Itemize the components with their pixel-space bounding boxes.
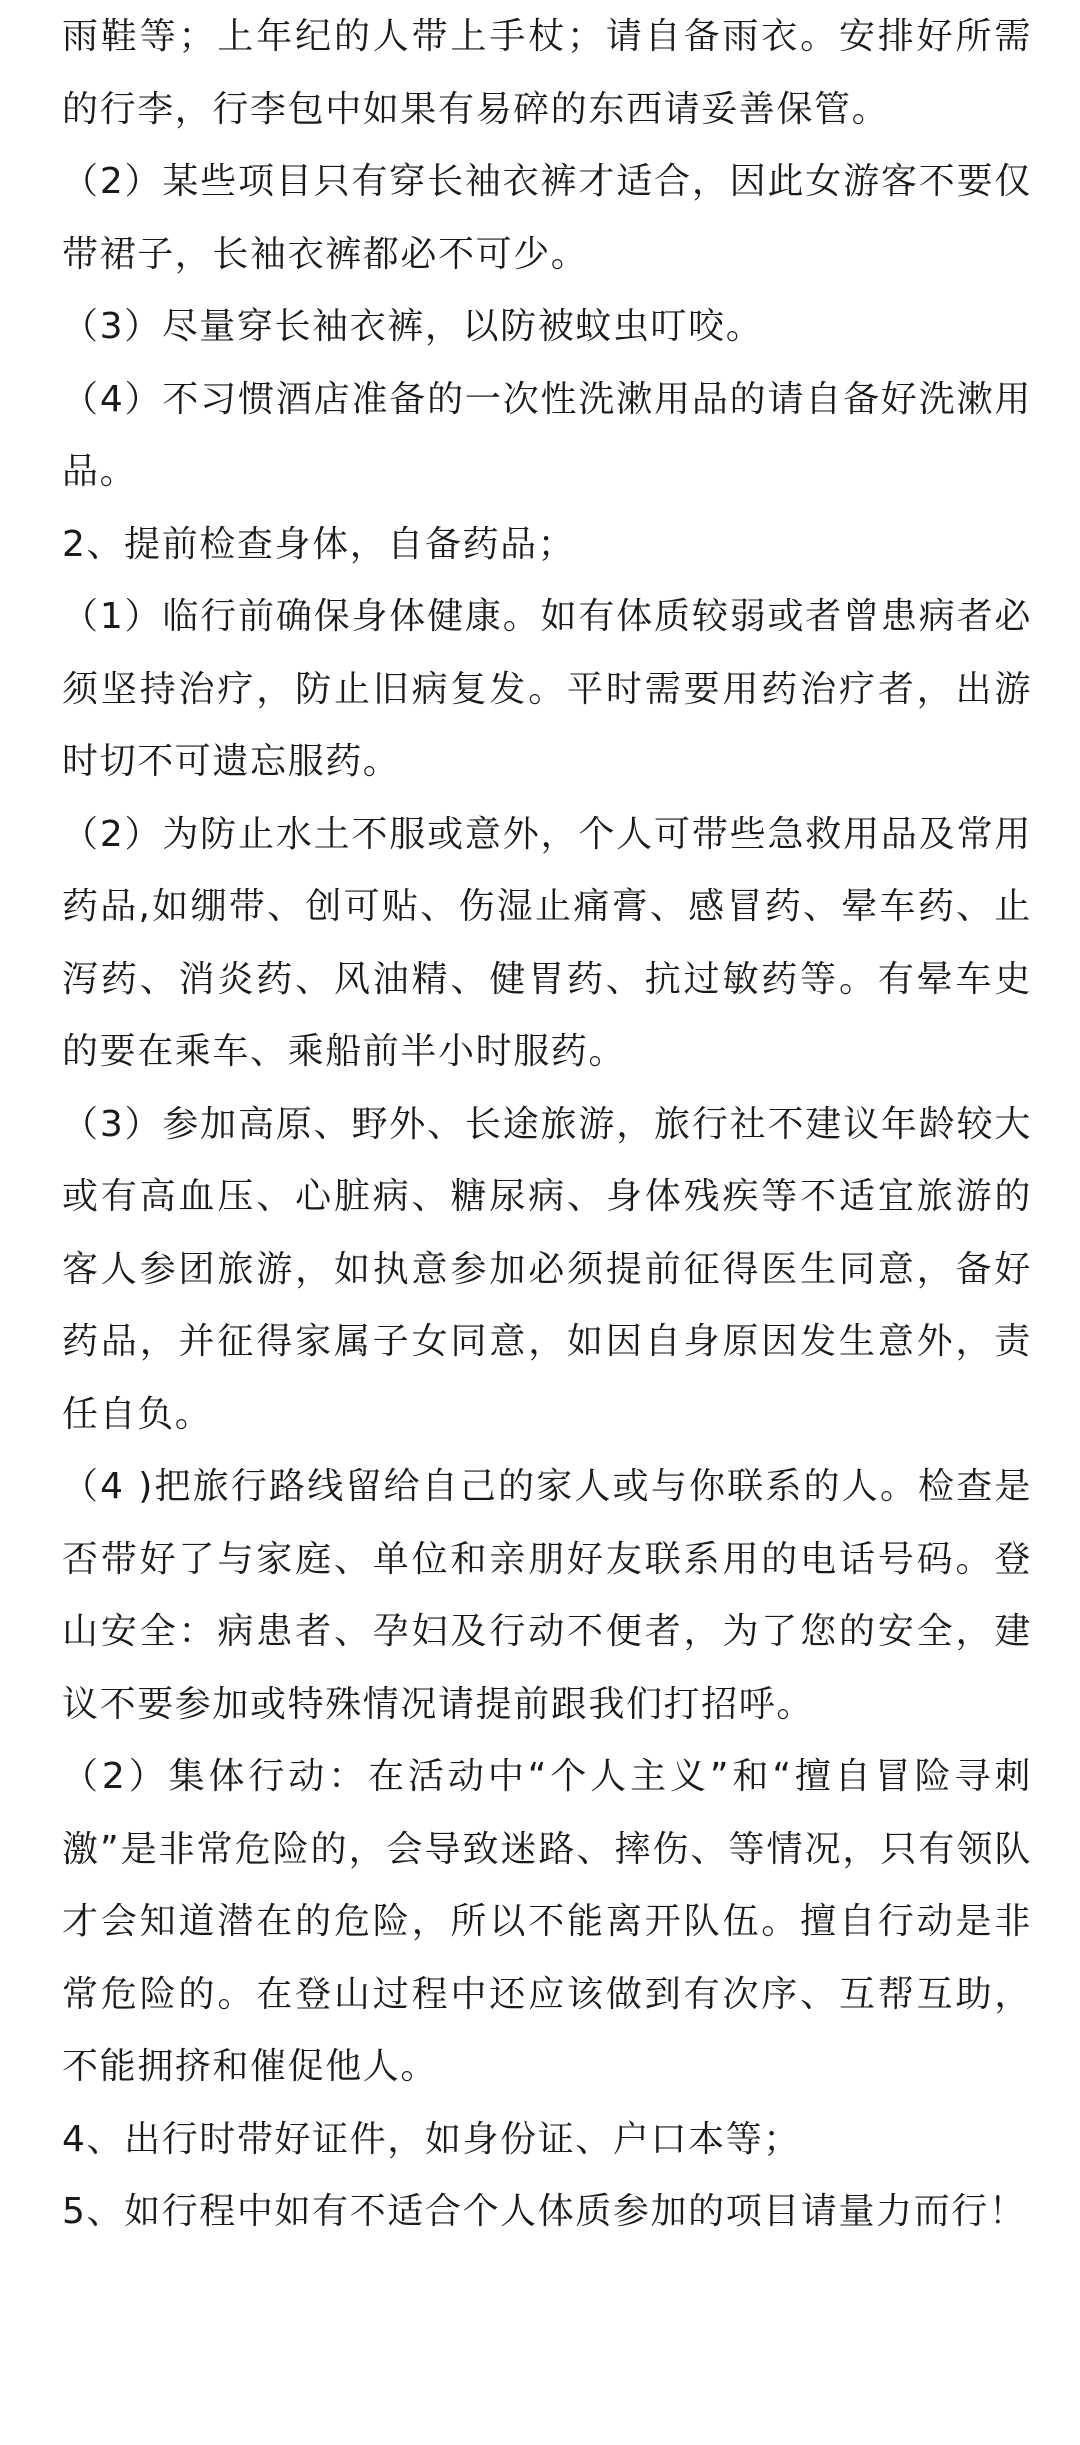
- paragraph-long-sleeves: （2）某些项目只有穿长袖衣裤才适合，因此女游客不要仅带裙子，长袖衣裤都必不可少。: [62, 161, 1032, 275]
- paragraph-plateau: （3）参加高原、野外、长途旅游，旅行社不建议年龄较大或有高血压、心脏病、糖尿病、身体残疾等不适宜旅游的客人参团旅游，如执意参加必须提前征得医生同意，备好药品，并征得家属子女同意，如因自身原因发生意外，责任自负。: [62, 1103, 1032, 1435]
- paragraph-route-safety: （4 )把旅行路线留给自己的家人或与你联系的人。检查是否带好了与家庭、单位和亲朋好友联系用的电话号码。登山安全：病患者、孕妇及行动不便者，为了您的安全，建议不要参加或特殊情况请提前跟我们打招呼。: [62, 1466, 1032, 1725]
- paragraph-health: （1）临行前确保身体健康。如有体质较弱或者曾患病者必须坚持治疗，防止旧病复发。平时需要用药治疗者，出游时切不可遗忘服药。: [62, 596, 1032, 782]
- paragraph-medicine: （2）为防止水土不服或意外，个人可带些急救用品及常用药品,如绷带、创可贴、伤湿止痛膏、感冒药、晕车药、止泻药、消炎药、风油精、健胃药、抗过敏药等。有晕车史的要在乘车、乘船前半小时服药。: [62, 813, 1032, 1072]
- paragraph-luggage: 雨鞋等；上年纪的人带上手杖；请自备雨衣。安排好所需的行李，行李包中如果有易碎的东西请妥善保管。: [62, 16, 1032, 130]
- paragraph-mosquito: （3）尽量穿长袖衣裤，以防被蚊虫叮咬。: [62, 306, 764, 347]
- paragraph-documents: 4、出行时带好证件，如身份证、户口本等；: [62, 2118, 801, 2160]
- paragraph-group-action: （2）集体行动：在活动中“个人主义”和“擅自冒险寻刺激”是非常危险的，会导致迷路、摔伤、等情况，只有领队才会知道潜在的危险，所以不能离开队伍。擅自行动是非常危险的。在登山过程中还应该做到有次序、互帮互助，不能拥挤和催促他人。: [62, 1756, 1032, 2087]
- paragraph-health-check-heading: 2、提前检查身体，自备药品；: [62, 523, 576, 565]
- paragraph-capability: 5、如行程中如有不适合个人体质参加的项目请量力而行！: [62, 2191, 1027, 2232]
- paragraph-toiletries: （4）不习惯酒店准备的一次性洗漱用品的请自备好洗漱用品。: [62, 378, 1032, 492]
